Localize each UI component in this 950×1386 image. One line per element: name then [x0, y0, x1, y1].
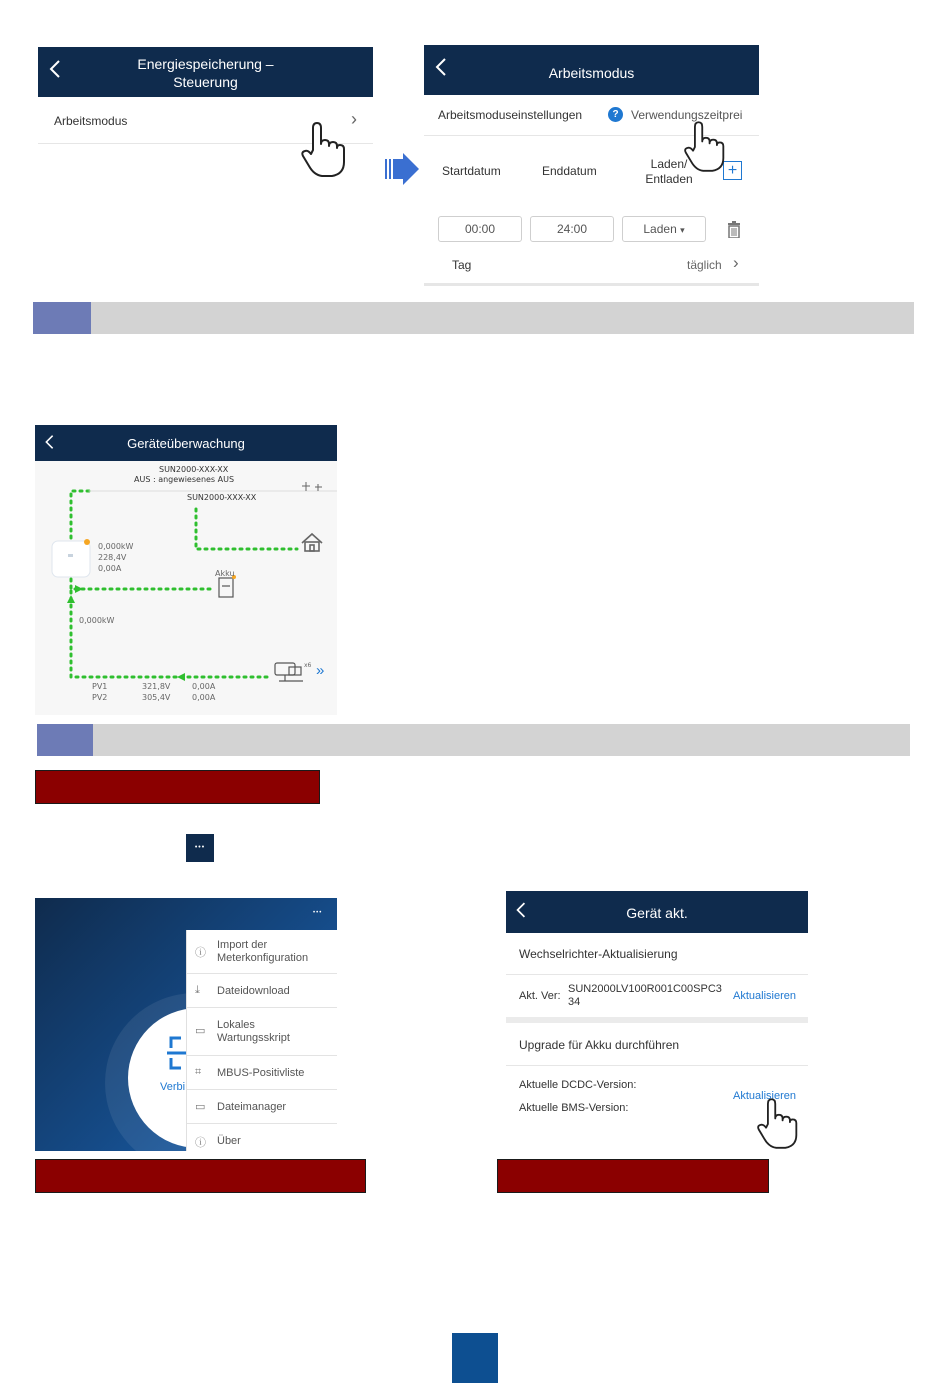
grid-icon — [302, 482, 322, 491]
chevron-right-icon: › — [351, 109, 357, 129]
pv-current: 0,00A — [192, 693, 216, 702]
mode-value[interactable]: Verwendungszeitprei — [631, 108, 743, 122]
connect-label: Verbi — [160, 1081, 186, 1093]
energy-flow-diagram — [35, 461, 337, 715]
menu-item-about[interactable] — [187, 1124, 337, 1151]
day-label: Tag — [452, 258, 472, 272]
navbar — [424, 45, 759, 95]
navbar — [35, 425, 337, 461]
title-line1: Energiespeicherung – — [137, 56, 274, 72]
flow-line-battery — [71, 579, 210, 589]
page-title — [38, 55, 373, 91]
section-bar — [33, 302, 914, 334]
battery-label: Akku — [215, 569, 235, 578]
folder-icon: ▭ — [195, 1101, 206, 1113]
inverter-model: SUN2000-XXX-XX — [159, 465, 229, 474]
panel-device-monitoring — [35, 425, 337, 715]
flow-line-home — [196, 509, 297, 549]
menu-item-label: Über — [217, 1135, 241, 1147]
settings-label: Arbeitsmoduseinstellungen — [438, 108, 583, 122]
page-title: Arbeitsmodus — [548, 65, 635, 81]
menu-item-file-download[interactable] — [187, 974, 337, 1008]
download-icon: ⤓ — [195, 984, 200, 996]
col-charge-line2: Entladen — [645, 172, 693, 186]
page-title: Geräteüberwachung — [127, 436, 245, 451]
house-icon — [302, 534, 322, 551]
help-icon[interactable]: ? — [608, 107, 623, 122]
menu-item-label — [217, 1019, 290, 1045]
inverter-update-heading: Wechselrichter-Aktualisierung — [519, 947, 678, 961]
menu-item-line1: Lokales — [217, 1019, 255, 1031]
inverter-model-2: SUN2000-XXX-XX — [187, 493, 257, 502]
menu-item-local-maintenance-script[interactable] — [187, 1008, 337, 1056]
inverter-voltage: 228,4V — [98, 553, 127, 562]
tap-hand-icon — [756, 1098, 800, 1150]
version-line1: SUN2000LV100R001C00SPC3 — [568, 983, 722, 995]
start-time-field[interactable]: 00:00 — [438, 216, 522, 242]
arrow-right-icon — [385, 153, 419, 185]
chevron-down-icon: ▾ — [680, 225, 685, 235]
more-pv-icon[interactable]: » — [316, 662, 325, 679]
scan-list-icon: ⌗ — [195, 1066, 202, 1078]
pv-power: 0,000kW — [79, 616, 115, 625]
add-icon[interactable]: + — [723, 161, 742, 180]
info-icon: ⓘ — [195, 1137, 206, 1149]
inverter-power: 0,000kW — [98, 542, 134, 551]
menu-item-line1: Import der — [217, 939, 268, 951]
menu-item-import-meter-config[interactable] — [187, 930, 337, 974]
divider — [506, 1065, 808, 1066]
title-line2: Steuerung — [173, 74, 238, 90]
menu-item-label: Dateimanager — [217, 1101, 287, 1113]
menu-item-mbus-whitelist[interactable] — [187, 1056, 337, 1090]
flow-line-grid — [71, 491, 89, 545]
row-label: Arbeitsmodus — [54, 114, 128, 128]
more-icon — [186, 834, 214, 862]
import-icon: ⓘ — [195, 947, 206, 959]
inverter-current: 0,00A — [98, 564, 122, 573]
chevron-right-icon: › — [733, 253, 739, 272]
section-bar-block — [33, 302, 91, 334]
pv-row — [92, 693, 107, 702]
section-bar — [37, 724, 910, 756]
current-version-label: Akt. Ver: — [519, 990, 561, 1002]
tap-hand-icon — [300, 122, 348, 178]
script-icon: ▭ — [195, 1025, 206, 1037]
col-charge-line1: Laden/ — [650, 157, 688, 171]
redacted-caption-box — [497, 1159, 769, 1193]
pv-name: PV1 — [92, 682, 108, 691]
navbar — [38, 47, 373, 97]
bottom-border — [424, 283, 759, 286]
section-divider — [506, 1017, 808, 1023]
col-end-header: Enddatum — [542, 164, 597, 178]
charge-select[interactable] — [622, 216, 706, 242]
pv-name: PV2 — [92, 693, 108, 702]
divider — [506, 974, 808, 975]
menu-item-line2: Meterkonfiguration — [217, 952, 309, 964]
current-version-value — [568, 983, 722, 1009]
menu-item-label: Dateidownload — [217, 985, 290, 997]
pv-count: x6 — [304, 662, 312, 669]
dropdown-menu — [186, 930, 337, 1151]
panel-device-update — [506, 891, 808, 1126]
pv-voltage: 321,8V — [142, 682, 171, 691]
section-bar-block — [37, 724, 93, 756]
page-number-badge — [452, 1333, 498, 1383]
day-value: täglich — [687, 258, 722, 272]
menu-item-line2: Wartungsskript — [217, 1032, 290, 1044]
battery-icon — [219, 575, 236, 597]
more-icon[interactable]: ••• — [313, 910, 323, 916]
more-icon-dots: ••• — [194, 844, 206, 851]
battery-upgrade-heading: Upgrade für Akku durchführen — [519, 1038, 680, 1052]
solar-panel-icon — [275, 663, 303, 681]
update-inverter-button[interactable]: Aktualisieren — [733, 990, 796, 1002]
navbar — [506, 891, 808, 933]
bms-version-label: Aktuelle BMS-Version: — [519, 1102, 629, 1114]
end-time-field[interactable]: 24:00 — [530, 216, 614, 242]
pv-row — [92, 682, 107, 691]
aus-status: AUS : angewiesenes AUS — [134, 475, 235, 484]
pv-voltage: 305,4V — [142, 693, 171, 702]
page-title: Gerät akt. — [626, 905, 688, 921]
col-start-header: Startdatum — [442, 164, 501, 178]
update-battery-button[interactable]: Aktualisieren — [733, 1090, 796, 1102]
flow-line-pv — [71, 591, 271, 677]
menu-item-label — [217, 939, 308, 965]
tap-hand-icon — [683, 120, 727, 174]
panel-home-menu — [35, 898, 337, 1151]
charge-select-value: Laden — [643, 222, 677, 236]
dcdc-version-label: Aktuelle DCDC-Version: — [519, 1079, 637, 1091]
pv-current: 0,00A — [192, 682, 216, 691]
menu-item-label: MBUS-Positivliste — [217, 1067, 305, 1079]
version-line2: 34 — [568, 996, 581, 1008]
redacted-caption-box — [35, 1159, 366, 1193]
menu-item-file-manager[interactable] — [187, 1090, 337, 1124]
redacted-heading-box — [35, 770, 320, 804]
inverter-icon — [52, 539, 90, 577]
day-row[interactable] — [424, 251, 759, 281]
trash-icon[interactable] — [727, 221, 741, 238]
